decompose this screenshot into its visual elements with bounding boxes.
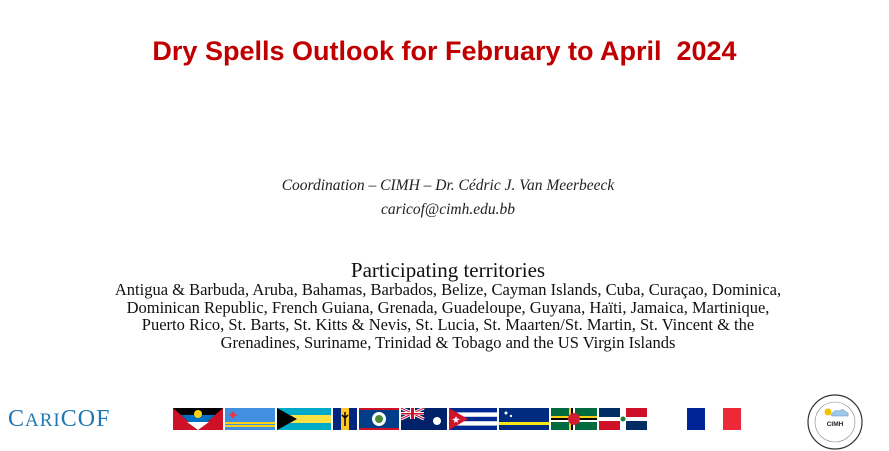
logo-letters: COF: [60, 406, 111, 432]
flag-belize-icon: [359, 408, 399, 430]
participating-flags-strip: [173, 408, 743, 430]
territories-line: Puerto Rico, St. Barts, St. Kitts & Nevis, St. Lucia, St. Maarten/St. Martin, St. Vincent & the: [141, 315, 755, 334]
page-title: Dry Spells Outlook for February to April 2024: [152, 36, 737, 66]
logo-letters: ARI: [25, 410, 61, 431]
flag-bahamas-icon: [277, 408, 331, 430]
flag-cayman-icon: [401, 408, 447, 430]
flag-barbados-icon: [333, 408, 357, 430]
flag-dominica-icon: [551, 408, 597, 430]
territories-line: Antigua & Barbuda, Aruba, Bahamas, Barbados, Belize, Cayman Islands, Cuba, Curaçao, Dominica,: [114, 280, 782, 299]
flag-antigua-icon: [173, 408, 223, 430]
emblem-label: CIMH: [826, 421, 844, 428]
flag-curacao-icon: [499, 408, 549, 430]
logo-letter: C: [8, 406, 26, 432]
flag-dominican-republic-icon: [599, 408, 647, 430]
caricof-logo: [8, 406, 110, 433]
coordination-line: Coordination – CIMH – Dr. Cédric J. Van Meerbeeck: [281, 177, 615, 194]
territories-list: [64, 281, 832, 351]
territories-line: Grenadines, Suriname, Trinidad & Tobago and the US Virgin Islands: [220, 332, 676, 352]
flag-cuba-icon: [449, 408, 497, 430]
territories-heading: Participating territories: [350, 258, 546, 282]
flag-aruba-icon: [225, 408, 275, 430]
flag-french-icon: [687, 408, 741, 430]
contact-email: caricof@cimh.edu.bb: [381, 201, 515, 218]
cimh-emblem-icon: [806, 393, 864, 451]
territories-line: Dominican Republic, French Guiana, Grenada, Guadeloupe, Guyana, Haïti, Jamaica, Martinique,: [126, 297, 770, 317]
